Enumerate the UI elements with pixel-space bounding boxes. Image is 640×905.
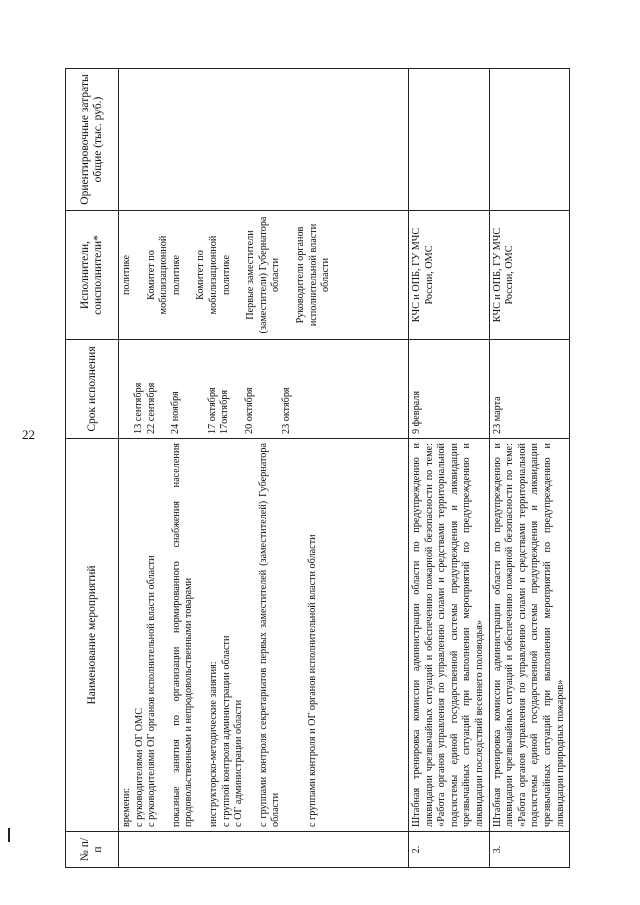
row1-executor: Комитет по мобилизационной политике (195, 235, 232, 315)
events-table (65, 68, 570, 868)
row3-date-cell: 23 марта (489, 340, 570, 439)
row1-name-line: с группами контроля секретариатов первых заместителей (заместителей) Губернатора области (257, 443, 282, 827)
row2-date-cell: 9 февраля (409, 340, 490, 439)
row1-name-line: показные занятия по организации нормированного снабжения населения продовольственными и непродовольственными товарами (170, 443, 195, 827)
row2-executors-cell: КЧС и ОПБ, ГУ МЧС России, ОМС (409, 211, 490, 340)
row3-name-cell: Штабная тренировка комиссии администрации области по предупреждению и ликвидации чрезвычайных ситуаций и обеспечению пожарной безопасности по теме: «Работа органов управления по управлению силами и средствами территориальной подсистемы единой государственной системы предупреждения и ликвидации чрезвычайных ситуаций при выполнении мероприятий по предупреждению и ликвидации природных пожаров» (489, 439, 570, 832)
table-header-row (66, 69, 119, 868)
row1-name-line: времени: (121, 787, 132, 827)
row1-date: 17 октября (206, 387, 218, 434)
row3-cost-cell (489, 69, 570, 211)
row1-date: 20 октября (243, 387, 255, 434)
margin-mark (8, 828, 10, 842)
table-row (409, 69, 490, 868)
row1-date: 17октября (219, 389, 231, 434)
table-row (489, 69, 570, 868)
row1-date-cell (119, 340, 409, 439)
row2-name-cell: Штабная тренировка комиссии администрации области по предупреждению и ликвидации чрезвычайных ситуаций и обеспечению пожарной безопасности по теме: «Работа органов управления по управлению силами и средствами территориальной подсистемы единой государственной системы предупреждения и ликвидации чрезвычайных ситуаций при выполнении мероприятий по предупреждению и ликвидации последствий весеннего половодья» (409, 439, 490, 832)
row1-name-line: с руководителями ОГ органов исполнительной власти области (146, 555, 158, 827)
header-cost: Ориентировочные затраты общие (тыс. руб.) (66, 69, 119, 211)
row3-num-cell: 3. (489, 832, 570, 868)
row3-executors-cell: КЧС и ОПБ, ГУ МЧС России, ОМС (489, 211, 570, 340)
row1-name-cell (119, 439, 409, 832)
row1-cost-cell (119, 69, 409, 211)
row1-name-line: инструкторско-методические занятия: (207, 661, 219, 827)
rotated-table-container (65, 68, 600, 868)
row1-date: 24 ноября (170, 391, 182, 434)
row1-name-line: с группами контроля и ОГ органов исполнительной власти области (306, 534, 318, 827)
row2-num-cell: 2. (409, 832, 490, 868)
header-num: № п/п (66, 832, 119, 868)
row1-name-line: с ОГ администрации области (233, 699, 245, 827)
row1-executors-cell (119, 211, 409, 340)
row1-executor: Руководители органов исполнительной власти области (294, 223, 332, 327)
row1-date: 23 октября (280, 387, 292, 434)
row2-cost-cell (409, 69, 490, 211)
row1-date: 13 сентября (133, 382, 144, 434)
page-number: 22 (22, 427, 35, 442)
table-row (119, 69, 409, 868)
row1-executor: Комитет по мобилизационной политике (145, 235, 182, 315)
row1-date: 22 сентября (145, 382, 157, 434)
row1-executor: политике (121, 254, 132, 296)
row1-num-cell (119, 832, 409, 868)
row1-executor: Первые заместители (заместители) Губернатора области (245, 216, 282, 334)
row1-name-line: с группой контроля администрации области (220, 635, 232, 827)
row1-name-line: с руководителями ОГ ОМС (133, 707, 145, 827)
header-executors: Исполнители, соисполнители* (66, 211, 119, 340)
header-date: Срок исполнения (66, 340, 119, 439)
header-name: Наименование мероприятий (66, 439, 119, 832)
